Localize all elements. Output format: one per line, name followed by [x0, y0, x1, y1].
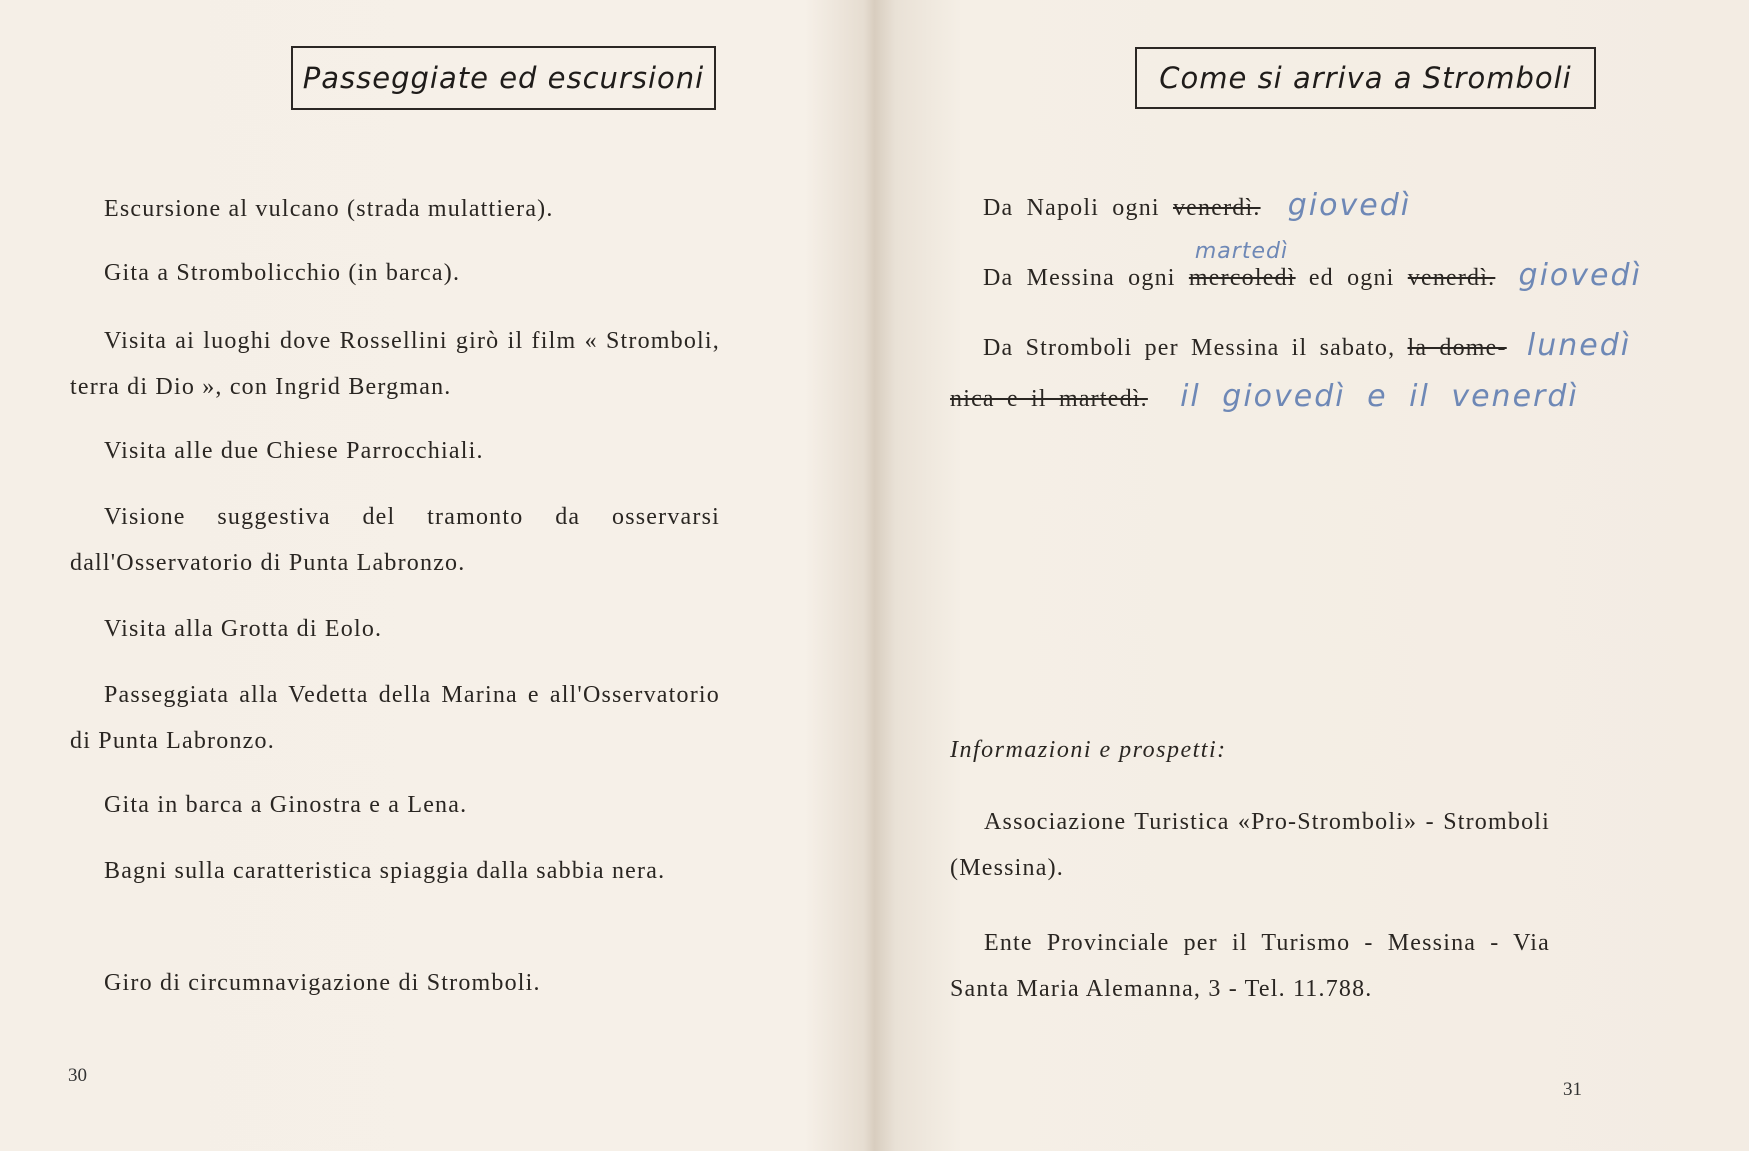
list-item: Bagni sulla caratteristica spiaggia dalla sabbia nera. [104, 858, 666, 884]
struck-text: venerdì. [1407, 265, 1496, 291]
handwritten-note: il giovedì e il venerdì [1180, 379, 1579, 414]
struck-text: la dome- [1407, 335, 1507, 361]
list-item: Gita in barca a Ginostra e a Lena. [104, 792, 468, 818]
info-heading: Informazioni e prospetti: [950, 737, 1227, 763]
schedule-line-stromboli [983, 323, 1743, 371]
schedule-text: Da Napoli ogni [983, 195, 1160, 221]
left-page-title [291, 46, 716, 110]
left-page [0, 0, 860, 1151]
info-paragraph: Ente Provinciale per il Turismo - Messina - Via Santa Maria Alemanna, 3 - Tel. 11.788. [950, 930, 1550, 1002]
schedule-text: ed ogni [1308, 265, 1395, 291]
correction-group [1188, 239, 1296, 301]
right-title-text: Come si arriva a Stromboli [1159, 61, 1572, 95]
struck-text: venerdì. [1172, 195, 1261, 221]
left-title-text: Passeggiate ed escursioni [302, 61, 705, 95]
right-page-title [1135, 47, 1596, 109]
handwritten-note: martedì [1194, 239, 1289, 264]
list-item: Giro di circumnavigazione di Stromboli. [104, 970, 541, 996]
right-page [860, 0, 1749, 1151]
struck-text: mercoledì [1188, 265, 1296, 291]
handwritten-note: lunedì [1526, 328, 1632, 363]
schedule-line-messina [983, 239, 1743, 301]
list-item: Visita alle due Chiese Parrocchiali. [104, 438, 484, 464]
info-paragraph: Associazione Turistica «Pro-Stromboli» - Stromboli (Messina). [950, 809, 1550, 881]
page-number: 31 [1563, 1079, 1582, 1100]
schedule-text: Da Messina ogni [983, 265, 1176, 291]
handwritten-note: giovedì [1518, 258, 1642, 293]
list-item: Visita alla Grotta di Eolo. [104, 616, 383, 642]
list-item: Visione suggestiva del tramonto da osservarsi dall'Osservatorio di Punta Labronzo. [70, 504, 720, 576]
list-item: Visita ai luoghi dove Rossellini girò il film « Stromboli, terra di Dio », con Ingrid Bergman. [70, 328, 720, 400]
page-number: 30 [68, 1065, 87, 1086]
schedule-text: Da Stromboli per Messina il sabato, [983, 335, 1396, 361]
list-item: Escursione al vulcano (strada mulattiera). [104, 196, 554, 222]
list-item: Gita a Strombolicchio (in barca). [104, 260, 461, 286]
schedule-line-napoli [983, 183, 1643, 231]
handwritten-note: giovedì [1287, 188, 1412, 223]
list-item: Passeggiata alla Vedetta della Marina e all'Osservatorio di Punta Labronzo. [70, 682, 720, 754]
schedule-line-stromboli-cont [950, 374, 1740, 422]
struck-text: nica e il martedì. [950, 386, 1148, 412]
